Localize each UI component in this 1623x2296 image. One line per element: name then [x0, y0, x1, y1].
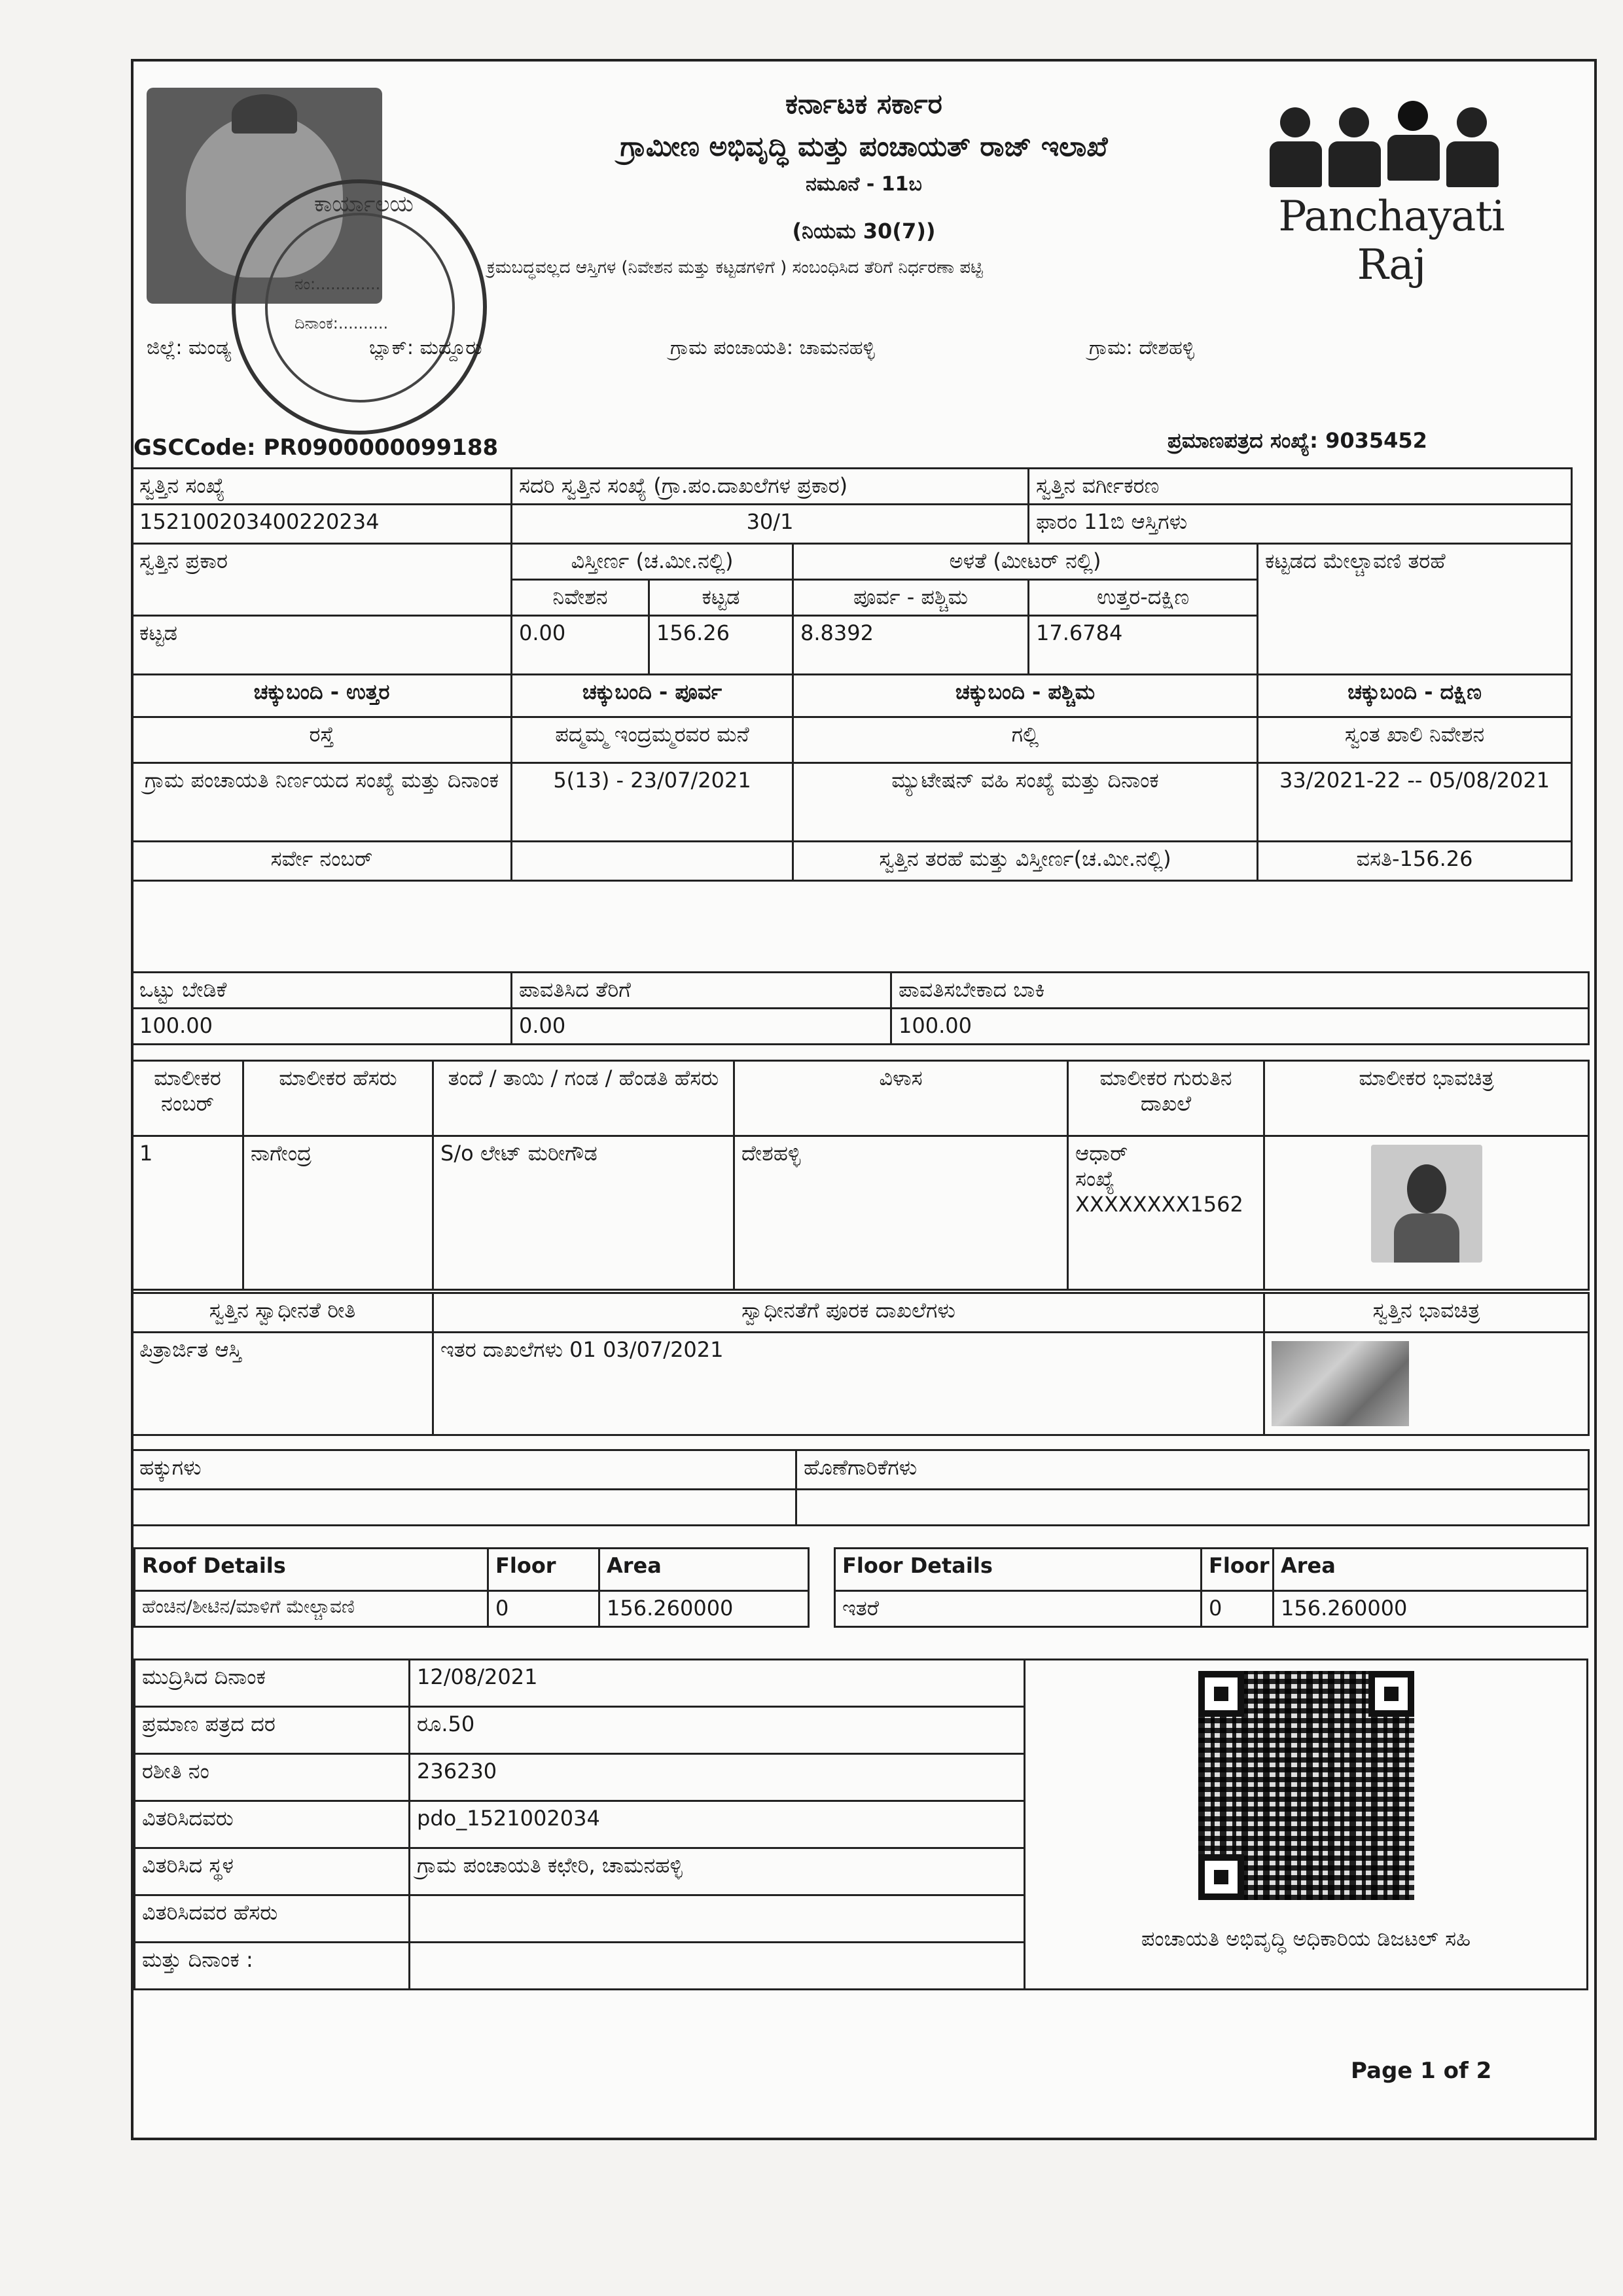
district: ಜಿಲ್ಲೆ: ಮಂಡ್ಯ: [147, 336, 232, 359]
boundary-south: ಸ್ವಂತ ಖಾಲಿ ನಿವೇಶನ: [1258, 717, 1572, 763]
roof-floor: 0: [488, 1591, 599, 1627]
owner-table: [131, 1060, 1590, 1291]
qr-signature-cell: [1025, 1660, 1588, 1990]
header-total-demand: ಒಟ್ಟು ಬೇಡಿಕೆ: [132, 973, 512, 1009]
east-west-length: 8.8392: [793, 616, 1029, 675]
header-roof-floor: Floor: [488, 1549, 599, 1591]
header-floor-floor: Floor: [1202, 1549, 1274, 1591]
header-boundary-north: ಚಕ್ಕುಬಂದಿ - ಉತ್ತರ: [132, 675, 512, 717]
header-rights: ಹಕ್ಕುಗಳು: [132, 1450, 796, 1490]
header-owner-photo: ಮಾಲೀಕರ ಭಾವಚಿತ್ರ: [1264, 1061, 1589, 1136]
qr-code-icon: [1198, 1671, 1414, 1900]
site-area: 0.00: [512, 616, 649, 675]
header-gp-resolution: ಗ್ರಾಮ ಪಂಚಾಯತಿ ನಿರ್ಣಯದ ಸಂಖ್ಯೆ ಮತ್ತು ದಿನಾಂಕ: [132, 763, 512, 842]
rights-table: [131, 1449, 1590, 1526]
header-owner-number: ಮಾಲೀಕರ ನಂಬರ್: [132, 1061, 243, 1136]
acquisition-table: [131, 1292, 1590, 1436]
header-survey-number: ಸರ್ವೇ ನಂಬರ್: [132, 842, 512, 881]
paid-tax: 0.00: [512, 1009, 891, 1045]
roof-type: ಹೆಂಚಿನ/ಶೀಟಿನ/ಮಾಳಿಗೆ ಮೇಲ್ಚಾವಣಿ: [135, 1591, 488, 1627]
issuer-name: [410, 1895, 1025, 1943]
header-boundary-east: ಚಕ್ಕುಬಂದಿ - ಪೂರ್ವ: [512, 675, 793, 717]
header-printed-date: ಮುದ್ರಿಸಿದ ದಿನಾಂಕ: [135, 1660, 410, 1707]
balance-due: 100.00: [891, 1009, 1589, 1045]
header-property-photo: ಸ್ವತ್ತಿನ ಭಾವಚಿತ್ರ: [1264, 1293, 1589, 1333]
header-floor-area: Area: [1274, 1549, 1588, 1591]
header-fee: ಪ್ರಮಾಣ ಪತ್ರದ ದರ: [135, 1707, 410, 1754]
header-east-west: ಪೂರ್ವ - ಪಶ್ಚಿಮ: [793, 580, 1029, 616]
dept-title: ಗ್ರಾಮೀಣ ಅಭಿವೃದ್ಧಿ ಮತ್ತು ಪಂಚಾಯತ್ ರಾಜ್ ಇಲಾಖೆ: [620, 130, 1108, 162]
certificate-number: ಪ್ರಮಾಣಪತ್ರದ ಸಂಖ್ಯೆ: 9035452: [1168, 428, 1427, 453]
logo-name: Panchayati Raj: [1278, 192, 1505, 289]
acquisition-mode: ಪಿತ್ರಾರ್ಜಿತ ಆಸ್ತಿ: [132, 1333, 433, 1435]
subtitle: ಕ್ರಮಬದ್ಧವಲ್ಲದ ಆಸ್ತಿಗಳ (ನಿವೇಶನ ಮತ್ತು ಕಟ್ಟಡಗಳಿಗೆ ) ಸಂಬಂಧಿಸಿದ ತೆರಿಗೆ ನಿರ್ಧರಣಾ ಪಟ್ಟಿ: [487, 258, 983, 278]
header-mutation: ಮ್ಯುಟೇಷನ್ ವಹಿ ಸಂಖ್ಯೆ ಮತ್ತು ದಿನಾಂಕ: [793, 763, 1258, 842]
header-balance-due: ಪಾವತಿಸಬೇಕಾದ ಬಾಕಿ: [891, 973, 1589, 1009]
header-classification: ಸ್ವತ್ತಿನ ವರ್ಗೀಕರಣ: [1029, 469, 1572, 505]
seal-arc-text: ಕಾರ್ಯಾಲಯ: [314, 191, 414, 217]
receipt-number: 236230: [410, 1754, 1025, 1801]
seal-number: ನಂ:.............: [294, 275, 381, 293]
owner-address: ದೇಶಹಳ್ಳಿ: [734, 1136, 1068, 1290]
govt-title: ಕರ್ನಾಟಕ ಸರ್ಕಾರ: [785, 88, 942, 120]
issuer: pdo_1521002034: [410, 1801, 1025, 1848]
boundary-north: ರಸ್ತೆ: [132, 717, 512, 763]
owner-name: ನಾಗೇಂದ್ರ: [243, 1136, 433, 1290]
issue-table: [134, 1659, 1588, 1990]
floor-table: [834, 1547, 1588, 1628]
gp-resolution: 5(13) - 23/07/2021: [512, 763, 793, 842]
header-sadar-number: ಸದರಿ ಸ್ವತ್ತಿನ ಸಂಖ್ಯೆ (ಗ್ರಾ.ಪಂ.ದಾಖಲೆಗಳ ಪ್ರಕಾರ): [512, 469, 1029, 505]
owner-id: [1068, 1136, 1264, 1290]
property-photo-cell: [1264, 1333, 1589, 1435]
sadar-number: 30/1: [512, 505, 1029, 544]
taluk: ಬ್ಲಾಕ್: ಮದ್ದೂರು: [369, 336, 482, 359]
header-owner-name: ಮಾಲೀಕರ ಹೆಸರು: [243, 1061, 433, 1136]
rights-value: [132, 1490, 796, 1526]
header-receipt: ರಶೀತಿ ನಂ: [135, 1754, 410, 1801]
north-south-length: 17.6784: [1029, 616, 1258, 675]
header-acquisition-mode: ಸ್ವತ್ತಿನ ಸ್ವಾಧೀನತೆ ರೀತಿ: [132, 1293, 433, 1333]
header-liabilities: ಹೊಣೆಗಾರಿಕೆಗಳು: [796, 1450, 1589, 1490]
relation-name: S/o ಲೇಟ್ ಮರೀಗೌಡ: [433, 1136, 734, 1290]
roof-area: 156.260000: [599, 1591, 809, 1627]
header-issue-date: ಮತ್ತು ದಿನಾಂಕ :: [135, 1943, 410, 1990]
owner-number: 1: [132, 1136, 243, 1290]
header-paid-tax: ಪಾವತಿಸಿದ ತೆರಿಗೆ: [512, 973, 891, 1009]
printed-date: 12/08/2021: [410, 1660, 1025, 1707]
header-building: ಕಟ್ಟಡ: [649, 580, 793, 616]
header-extent: ವಿಸ್ತೀರ್ಣ (ಚ.ಮೀ.ನಲ್ಲಿ): [512, 544, 793, 580]
mutation: 33/2021-22 -- 05/08/2021: [1258, 763, 1572, 842]
seal-date: ದಿನಾಂಕ:..........: [294, 314, 389, 332]
issue-place: ಗ್ರಾಮ ಪಂಚಾಯತಿ ಕಛೇರಿ, ಚಾಮನಹಳ್ಳಿ: [410, 1848, 1025, 1895]
liabilities-value: [796, 1490, 1589, 1526]
village: ಗ್ರಾಮ: ದೇಶಹಳ್ಳಿ: [1089, 336, 1195, 359]
header-north-south: ಉತ್ತರ-ದಕ್ಷಿಣ: [1029, 580, 1258, 616]
header-property-type: ಸ್ವತ್ತಿನ ಪ್ರಕಾರ: [132, 544, 512, 616]
header-issuer: ವಿತರಿಸಿದವರು: [135, 1801, 410, 1848]
owner-photo: [1371, 1145, 1482, 1263]
tax-table: [131, 971, 1590, 1045]
boundary-east: ಪದ್ಮಮ್ಮ ಇಂದ್ರಮ್ಮರವರ ಮನೆ: [512, 717, 793, 763]
header-type-extent: ಸ್ವತ್ತಿನ ತರಹೆ ಮತ್ತು ವಿಸ್ತೀರ್ಣ(ಚ.ಮೀ.ನಲ್ಲಿ): [793, 842, 1258, 881]
floor-type: ಇತರೆ: [835, 1591, 1202, 1627]
header-roof-area: Area: [599, 1549, 809, 1591]
header-site: ನಿವೇಶನ: [512, 580, 649, 616]
classification: ಫಾರಂ 11ಬಿ ಆಸ್ತಿಗಳು: [1029, 505, 1572, 544]
header-owner-id: ಮಾಲೀಕರ ಗುರುತಿನ ದಾಖಲೆ: [1068, 1061, 1264, 1136]
header-roof-details: Roof Details: [135, 1549, 488, 1591]
header-property-number: ಸ್ವತ್ತಿನ ಸಂಖ್ಯೆ: [132, 469, 512, 505]
property-photo: [1272, 1341, 1409, 1426]
property-table: [131, 467, 1573, 882]
building-area: 156.26: [649, 616, 793, 675]
owner-id-label: ಆಧಾರ್ ಸಂಖ್ಯೆ: [1075, 1141, 1128, 1191]
header-supporting-docs: ಸ್ವಾಧೀನತೆಗೆ ಪೂರಕ ದಾಖಲೆಗಳು: [433, 1293, 1264, 1333]
header-issuer-name: ವಿತರಿಸಿದವರ ಹೆಸರು: [135, 1895, 410, 1943]
fee: ರೂ.50: [410, 1707, 1025, 1754]
owner-photo-cell: [1264, 1136, 1589, 1290]
floor-area: 156.260000: [1274, 1591, 1588, 1627]
header-relation-name: ತಂದೆ / ತಾಯಿ / ಗಂಡ / ಹೆಂಡತಿ ಹೆಸರು: [433, 1061, 734, 1136]
gram-panchayat: ಗ್ರಾಮ ಪಂಚಾಯತಿ: ಚಾಮನಹಳ್ಳಿ: [670, 336, 875, 359]
gsc-code: GSCCode: PR0900000099188: [134, 435, 499, 461]
type-extent: ವಸತಿ-156.26: [1258, 842, 1572, 881]
roof-table: [134, 1547, 810, 1628]
certificate-page: [131, 59, 1597, 2140]
form-number: ನಮೂನೆ - 11ಬ: [806, 173, 922, 196]
header-dimensions: ಅಳತೆ (ಮೀಟರ್ ನಲ್ಲಿ): [793, 544, 1258, 580]
office-seal-stamp: [232, 179, 487, 435]
property-type: ಕಟ್ಟಡ: [132, 616, 512, 675]
owner-id-value: XXXXXXXX1562: [1075, 1192, 1243, 1217]
signature-label: ಪಂಚಾಯತಿ ಅಭಿವೃದ್ಧಿ ಅಧಿಕಾರಿಯ ಡಿಜಟಲ್ ಸಹಿ: [1141, 1926, 1471, 1951]
header-roof-type: ಕಟ್ಟಡದ ಮೇಲ್ಚಾವಣಿ ತರಹೆ: [1258, 544, 1572, 675]
issue-date: [410, 1943, 1025, 1990]
page-number: Page 1 of 2: [1351, 2058, 1492, 2084]
floor-number: 0: [1202, 1591, 1274, 1627]
supporting-docs: ಇತರ ದಾಖಲೆಗಳು 01 03/07/2021: [433, 1333, 1264, 1435]
header-issue-place: ವಿತರಿಸಿದ ಸ್ಥಳ: [135, 1848, 410, 1895]
boundary-west: ಗಲ್ಲಿ: [793, 717, 1258, 763]
property-number: 152100203400220234: [132, 505, 512, 544]
header-boundary-west: ಚಕ್ಕುಬಂದಿ - ಪಶ್ಚಿಮ: [793, 675, 1258, 717]
header-address: ವಿಳಾಸ: [734, 1061, 1068, 1136]
header-floor-details: Floor Details: [835, 1549, 1202, 1591]
rule-number: (ನಿಯಮ 30(7)): [792, 219, 936, 243]
survey-number: [512, 842, 793, 881]
total-demand: 100.00: [132, 1009, 512, 1045]
header-boundary-south: ಚಕ್ಕುಬಂದಿ - ದಕ್ಷಿಣ: [1258, 675, 1572, 717]
